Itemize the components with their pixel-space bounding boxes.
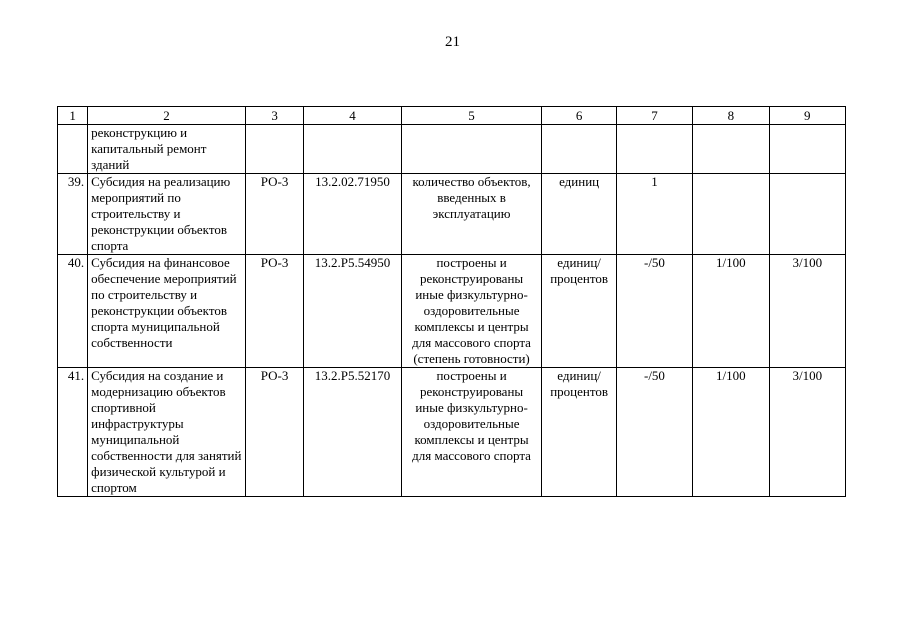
value-col-7: -/50 <box>616 368 692 497</box>
value-col-8: 1/100 <box>693 255 769 368</box>
value-col-9: 3/100 <box>769 255 845 368</box>
subsidy-table <box>57 106 846 497</box>
column-header: 2 <box>88 107 246 125</box>
unit-of-measure: единиц/ процентов <box>542 368 616 497</box>
table-row <box>58 125 846 174</box>
row-number: 41. <box>58 368 88 497</box>
result-indicator: построены и реконструированы иные физкультурно-оздоровительные комплексы и центры для массового спорта (степень готовности) <box>401 255 542 368</box>
value-col-8 <box>693 174 769 255</box>
value-col-7 <box>616 125 692 174</box>
budget-code: 13.2.Р5.54950 <box>304 255 401 368</box>
budget-code: 13.2.02.71950 <box>304 174 401 255</box>
row-number: 39. <box>58 174 88 255</box>
unit-of-measure: единиц/ процентов <box>542 255 616 368</box>
value-col-8 <box>693 125 769 174</box>
subsidy-name: Субсидия на финансовое обеспечение мероприятий по строительству и реконструкции объектов спорта муниципальной собственности <box>88 255 246 368</box>
budget-code <box>304 125 401 174</box>
table-row <box>58 368 846 497</box>
subsidy-name: реконструкцию и капитальный ремонт зданий <box>88 125 246 174</box>
table-row <box>58 174 846 255</box>
program-code: РО-3 <box>245 368 303 497</box>
value-col-7: -/50 <box>616 255 692 368</box>
value-col-9: 3/100 <box>769 368 845 497</box>
row-number <box>58 125 88 174</box>
subsidy-name: Субсидия на реализацию мероприятий по строительству и реконструкции объектов спорта <box>88 174 246 255</box>
value-col-7: 1 <box>616 174 692 255</box>
value-col-9 <box>769 174 845 255</box>
value-col-9 <box>769 125 845 174</box>
subsidy-name: Субсидия на создание и модернизацию объектов спортивной инфраструктуры муниципальной собственности для занятий физической культурой и спортом <box>88 368 246 497</box>
result-indicator: построены и реконструированы иные физкультурно-оздоровительные комплексы и центры для массового спорта <box>401 368 542 497</box>
budget-code: 13.2.Р5.52170 <box>304 368 401 497</box>
table-header-row <box>58 107 846 125</box>
program-code <box>245 125 303 174</box>
column-header: 3 <box>245 107 303 125</box>
unit-of-measure: единиц <box>542 174 616 255</box>
page-number: 21 <box>445 34 460 50</box>
column-header: 6 <box>542 107 616 125</box>
result-indicator: количество объектов, введенных в эксплуатацию <box>401 174 542 255</box>
row-number: 40. <box>58 255 88 368</box>
column-header: 4 <box>304 107 401 125</box>
column-header: 1 <box>58 107 88 125</box>
column-header: 7 <box>616 107 692 125</box>
column-header: 9 <box>769 107 845 125</box>
column-header: 8 <box>693 107 769 125</box>
column-header: 5 <box>401 107 542 125</box>
result-indicator <box>401 125 542 174</box>
program-code: РО-3 <box>245 255 303 368</box>
program-code: РО-3 <box>245 174 303 255</box>
unit-of-measure <box>542 125 616 174</box>
value-col-8: 1/100 <box>693 368 769 497</box>
table-row <box>58 255 846 368</box>
